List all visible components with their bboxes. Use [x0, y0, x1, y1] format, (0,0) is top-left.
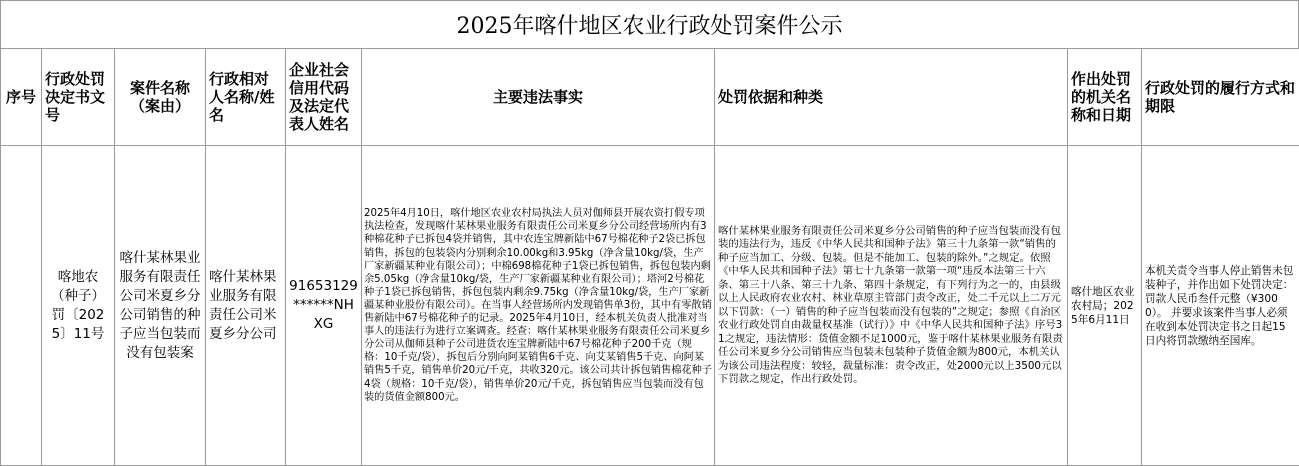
cell-performance: 本机关责令当事人停止销售未包装种子，并作出如下处罚决定：罚款人民币叁仟元整（¥3000）。 并要求该案件当事人必须在收到本处罚决定书之日起15日内将罚款缴纳至国库。: [1142, 146, 1299, 466]
cell-facts: 2025年4月10日，喀什地区农业农村局执法人员对伽师县开展农资打假专项执法检查，发现喀什某林果业服务有限责任公司米夏乡分公司经营场所内有3种棉花种子已拆包4袋并销售，其中农连宝牌新陆中67号棉花种子2袋已拆包销售，拆包的包装袋内分别剩余10.00kg和3.95kg（净含量10kg/袋，生产厂家新疆某种业有限公司）；中棉698棉花种子1袋已拆包销售，拆包包装内剩余5.05kg（净含量10kg/袋，生产厂家新疆某种业有限公司）；塔河2号棉花种子1袋已拆包销售，拆包包装内剩余9.75kg（净含量10kg/袋，生产厂家新疆某种业股份有限公司）。在当事人经营场所内发现销售单3份，其中有零散销售新陆中67号棉花种子的记录。2025年4月10日，经本机关负责人批准对当事人的违法行为进行立案调查。经查：喀什某林果业服务有限责任公司米夏乡分公司从伽师县种子公司进货农连宝牌新陆中67号棉花种子200千克（规格：10千克/袋），拆包后分别向阿某销售6千克、向艾某销售5千克、向阿某销售5千克，销售单价20元/千克，共收320元。该公司共计拆包销售棉花种子4袋（规格：10千克/袋），销售单价20元/千克，拆包销售应当包装而没有包装的货值金额800元。: [362, 146, 715, 466]
cell-party: 喀什某林果业服务有限责任公司米夏乡分公司: [206, 146, 286, 466]
cell-basis: 喀什某林果业服务有限责任公司米夏乡分公司销售的种子应当包装而没有包装的违法行为，违反《中华人民共和国种子法》第三十九条第一款“销售的种子应当加工、分级、包装。但是不能加工、包装的除外。”之规定。依照《中华人民共和国种子法》第七十九条第一款第一项“违反本法第三十六条、第三十八条、第三十九条、第四十条规定，有下列行为之一的，由县级以上人民政府农业农村、林业草原主管部门责令改正，处二千元以上二万元以下罚款：（一）销售的种子应当包装而没有包装的”之规定；参照《自治区农业行政处罚自由裁量权基准（试行）》中《中华人民共和国种子法》序号31之规定，违法情形：货值金额不足1000元，鉴于喀什某林果业服务有限责任公司米夏乡分公司销售应当包装未包装种子货值金额为800元，本机关认为该公司违法程度：较轻，裁量标准：责令改正，处2000元以上3500元以下罚款之规定，作出行政处罚。: [715, 146, 1068, 466]
header-row: [1, 49, 1299, 146]
cell-credit: 91653129******NHXG: [286, 146, 362, 466]
header-party: 行政相对人名称/姓名: [206, 49, 286, 146]
table-row: [1, 146, 1299, 466]
header-case-name: 案件名称（案由）: [115, 49, 206, 146]
cell-case-name: 喀什某林果业服务有限责任公司米夏乡分公司销售的种子应当包装而没有包装案: [115, 146, 206, 466]
cell-authority: 喀什地区农业农村局；2025年6月11日: [1068, 146, 1142, 466]
header-performance: 行政处罚的履行方式和期限: [1142, 49, 1299, 146]
header-seq: 序号: [1, 49, 42, 146]
cell-doc-no: 喀地农（种子）罚〔2025〕11号: [42, 146, 115, 466]
header-authority: 作出处罚的机关名称和日期: [1068, 49, 1142, 146]
header-basis: 处罚依据和种类: [715, 49, 1068, 146]
sheet-title: 2025年喀什地区农业行政处罚案件公示: [0, 0, 1299, 48]
cell-seq: [1, 146, 42, 466]
penalty-table: [0, 48, 1299, 466]
header-credit: 企业社会信用代码及法定代表人姓名: [286, 49, 362, 146]
header-facts: 主要违法事实: [362, 49, 715, 146]
header-doc-no: 行政处罚决定书文号: [42, 49, 115, 146]
